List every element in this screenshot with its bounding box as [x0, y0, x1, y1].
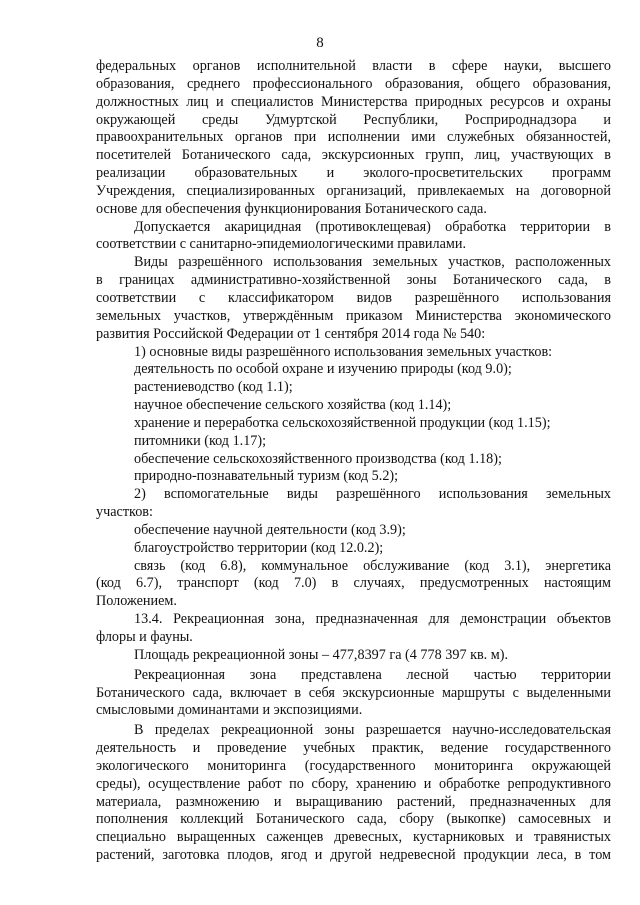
text-line: земельных участков, утверждённым приказом Министерства экономического [96, 307, 611, 324]
text-line: пополнения коллекций Ботанического сада, сбору (выкопке) самосевных и [96, 811, 611, 828]
text-line: окружающей среды Удмуртской Республики, Росприроднадзора и [96, 111, 611, 128]
text-line: участков: [96, 504, 153, 521]
paragraph [96, 58, 611, 219]
text-line: основе для обеспечения функционирования Ботанического сада. [96, 200, 487, 217]
text-line: (код 6.7), транспорт (код 7.0) в случаях, предусмотренных настоящим [96, 575, 611, 592]
text-line: питомники (код 1.17); [134, 432, 267, 449]
text-line: В пределах рекреационной зоны разрешается научно-исследовательская [134, 722, 611, 739]
text-line: обеспечение сельскохозяйственного производства (код 1.18); [134, 450, 502, 467]
paragraph [96, 397, 611, 415]
text-line: Допускается акарицидная (противоклещевая) обработка территории в [134, 218, 611, 235]
paragraph [96, 379, 611, 397]
text-line: среды), осуществление работ по сбору, хранению и обработке репродуктивного [96, 775, 611, 792]
paragraph [96, 486, 611, 522]
text-line: должностных лиц и специалистов Министерства природных ресурсов и охраны [96, 93, 611, 110]
text-line: связь (код 6.8), коммунальное обслуживание (код 3.1), энергетика [134, 557, 611, 574]
text-line: реализации образовательных и эколого-просветительских программ [96, 165, 611, 182]
text-line: соответствии с санитарно-эпидемиологическими правилами. [96, 236, 466, 253]
paragraph [96, 611, 611, 647]
text-line: хранение и переработка сельскохозяйственной продукции (код 1.15); [134, 414, 551, 431]
text-line: специально выращенных саженцев древесных, кустарниковых и травянистых [96, 829, 611, 846]
text-line: в границах административно-хозяйственной зоны Ботанического сада, в [96, 272, 611, 289]
paragraph [96, 468, 611, 486]
text-line: 1) основные виды разрешённого использования земельных участков: [134, 343, 553, 360]
paragraph [96, 722, 611, 865]
text-line: Рекреационная зона представлена лесной частью территории [134, 666, 611, 683]
paragraph [96, 558, 611, 612]
paragraph [96, 415, 611, 433]
text-line: смысловыми доминантами и экспозициями. [96, 702, 363, 719]
text-line: природно-познавательный туризм (код 5.2); [134, 468, 399, 485]
text-line: соответствии с классификатором видов разрешённого использования [96, 289, 611, 306]
text-line: деятельность и проведение учебных практик, ведение государственного [96, 740, 611, 757]
paragraph [96, 540, 611, 558]
text-line: благоустройство территории (код 12.0.2); [134, 539, 384, 556]
paragraph [96, 344, 611, 362]
text-line: растениеводство (код 1.1); [134, 379, 293, 396]
paragraph [96, 219, 611, 255]
text-line: 2) вспомогательные виды разрешённого использования земельных [134, 486, 611, 503]
text-line: посетителей Ботанического сада, экскурсионных групп, лиц, участвующих в [96, 147, 611, 164]
text-line: 13.4. Рекреационная зона, предназначенная для демонстрации объектов [134, 611, 611, 628]
paragraph [96, 254, 611, 343]
text-line: обеспечение научной деятельности (код 3.9); [134, 521, 406, 538]
text-line: деятельность по особой охране и изучению природы (код 9.0); [134, 361, 512, 378]
text-line: растений, заготовка плодов, ягод и другой недревесной продукции леса, в том [96, 847, 611, 864]
text-line: флоры и фауны. [96, 629, 193, 645]
paragraph [96, 451, 611, 469]
paragraph [96, 433, 611, 451]
text-line: Положением. [96, 593, 177, 610]
text-line: Учреждения, специализированных организаций, привлекаемых на договорной [96, 182, 611, 199]
text-line: образования, среднего профессионального образования, общего образования, [96, 75, 611, 92]
text-line: федеральных органов исполнительной власти в сфере науки, высшего [96, 58, 611, 74]
paragraph [96, 361, 611, 379]
text-line: экологического мониторинга (государственного мониторинга окружающей [96, 757, 611, 774]
text-line: развития Российской Федерации от 1 сентября 2014 года № 540: [96, 325, 486, 342]
text-line: материала, размножению и выращиванию растений, предназначенных для [96, 793, 611, 810]
text-line: правоохранительных органов при исполнении ими служебных обязанностей, [96, 129, 611, 146]
text-line: научное обеспечение сельского хозяйства (код 1.14); [134, 397, 452, 414]
paragraph [96, 522, 611, 540]
text-line: Виды разрешённого использования земельных участков, расположенных [134, 254, 611, 271]
page-number: 8 [316, 35, 324, 51]
document-body [96, 58, 611, 865]
paragraph [96, 647, 611, 665]
paragraph [96, 667, 611, 721]
text-line: Ботанического сада, включает в себя экскурсионные маршруты с выделенными [96, 684, 611, 701]
text-line: Площадь рекреационной зоны – 477,8397 га (4 778 397 кв. м). [134, 646, 509, 663]
